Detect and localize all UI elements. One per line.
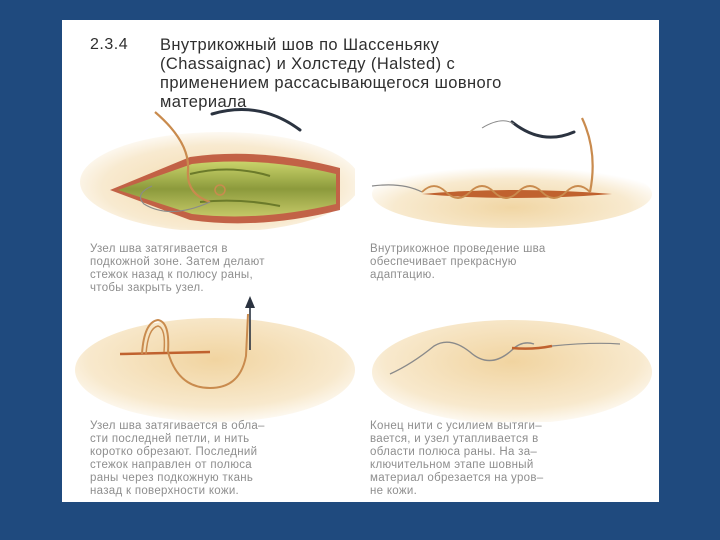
caption-panel-1 (90, 243, 265, 295)
caption-line: адаптацию. (370, 269, 436, 281)
caption-panel-3 (90, 420, 265, 498)
caption-line: стежок назад к полюсу раны, (90, 269, 253, 281)
caption-line: Внутрикожное проведение шва (370, 243, 546, 255)
caption-line: коротко обрезают. Последний (90, 446, 258, 458)
caption-line: области полюса раны. На за– (370, 446, 538, 458)
caption-line: не кожи. (370, 485, 418, 497)
caption-line: ключительном этапе шовный (370, 459, 534, 471)
caption-line: Конец нити с усилием вытяги– (370, 420, 542, 432)
title-line: Внутрикожный шов по Шассеньяку (160, 36, 440, 54)
illustration-final-stitch (70, 292, 355, 422)
title-line: материала (160, 93, 247, 111)
caption-line: раны через подкожную ткань (90, 472, 254, 484)
caption-line: Узел шва затягивается в (90, 243, 228, 255)
caption-line: сти последней петли, и нить (90, 433, 250, 445)
slide-page (62, 20, 659, 502)
caption-line: чтобы закрыть узел. (90, 282, 204, 294)
title-line: применением рассасывающегося шовного (160, 74, 502, 92)
section-number: 2.3.4 (90, 36, 129, 53)
illustration-intradermal-suture (362, 102, 652, 230)
caption-line: обеспечивает прекрасную (370, 256, 517, 268)
caption-line: назад к поверхности кожи. (90, 485, 240, 497)
caption-panel-4 (370, 420, 543, 498)
caption-line: подкожной зоне. Затем делают (90, 256, 265, 268)
illustration-thread-pull (362, 292, 652, 422)
caption-line: вается, и узел утапливается в (370, 433, 539, 445)
caption-line: материал обрезается на уров– (370, 472, 544, 484)
caption-panel-2 (370, 243, 546, 282)
section-title (160, 36, 630, 112)
caption-line: стежок направлен от полюса (90, 459, 252, 471)
title-line: (Chassaignac) и Холстеду (Halsted) с (160, 55, 456, 73)
illustration-wound-knot (70, 102, 355, 230)
caption-line: Узел шва затягивается в обла– (90, 420, 265, 432)
